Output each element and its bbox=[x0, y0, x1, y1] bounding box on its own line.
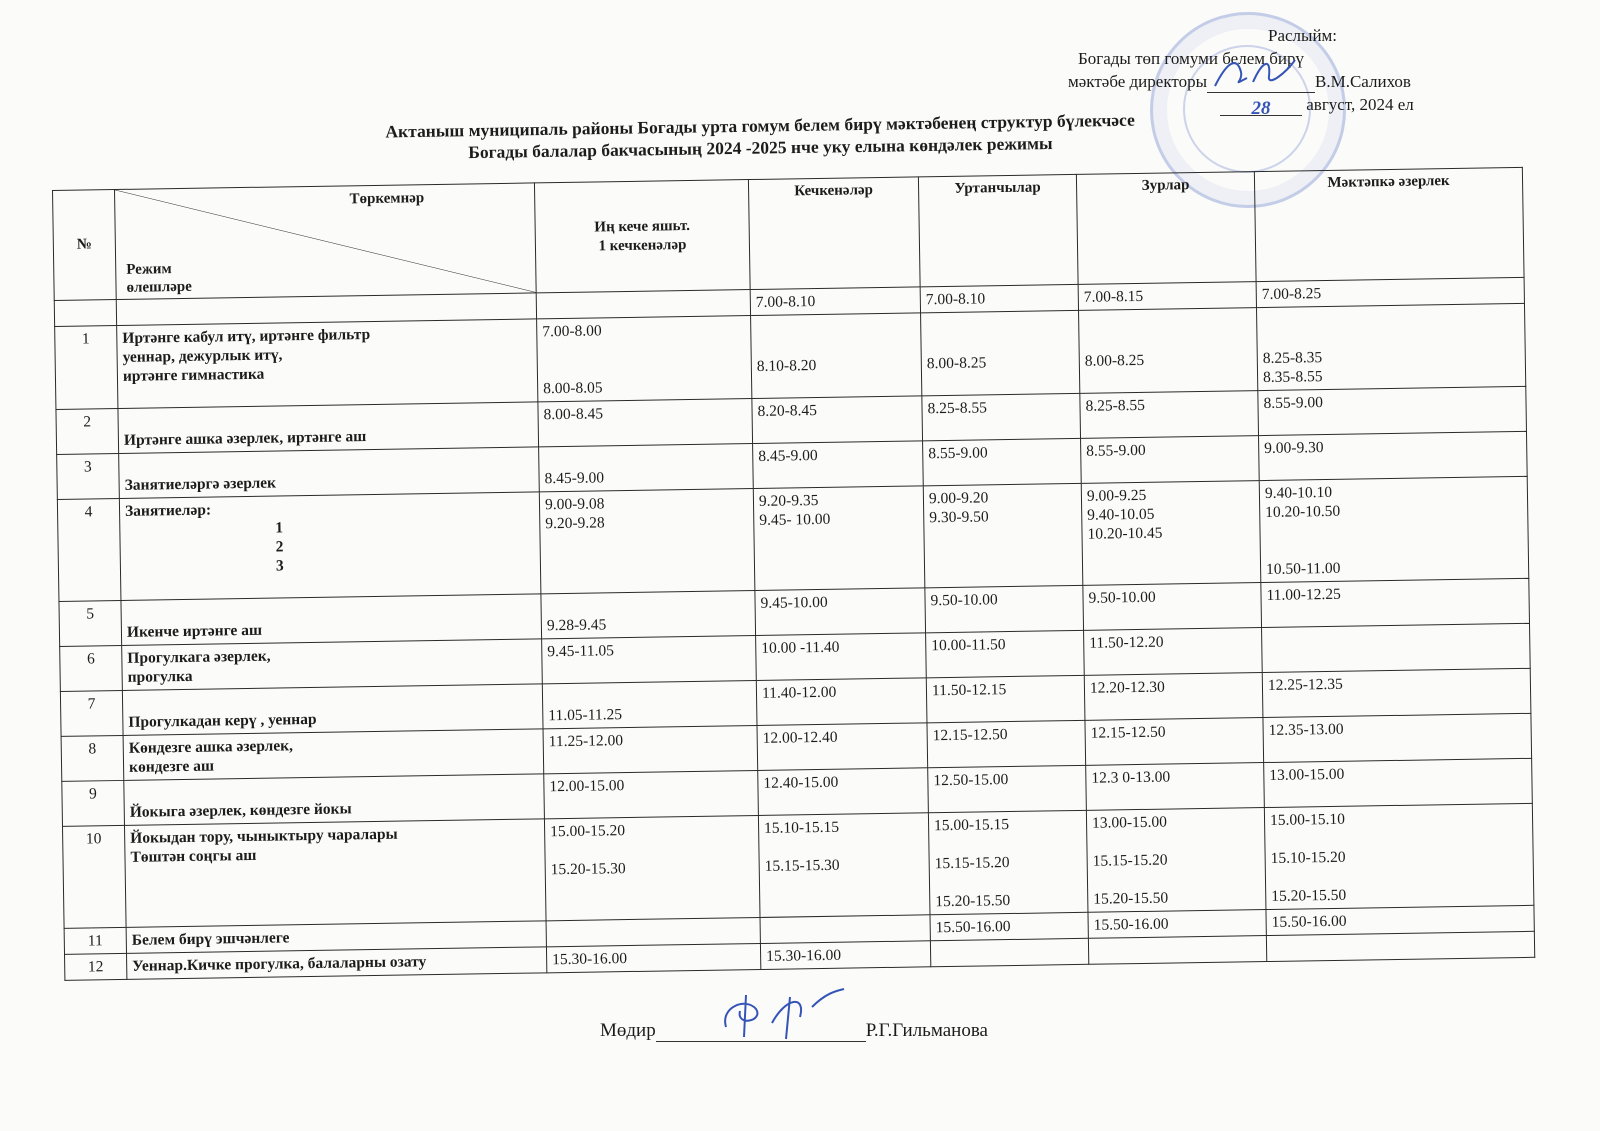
schedule-table bbox=[52, 167, 1535, 981]
time-value bbox=[934, 833, 1081, 854]
activity-line: прогулка bbox=[127, 667, 193, 686]
header-diagonal-cell bbox=[115, 183, 537, 300]
header-num: № bbox=[53, 190, 117, 301]
row-time-c1 bbox=[546, 917, 760, 946]
row-time-c1 bbox=[544, 770, 759, 818]
activity-line: Прогулкага әзерлек, bbox=[127, 647, 271, 667]
row-time-c3 bbox=[928, 810, 1088, 914]
activity-line: Иртәнге кабул итү, иртәнге фильтр bbox=[122, 326, 371, 347]
row-time-c5 bbox=[1262, 668, 1531, 717]
row-time-c2 bbox=[760, 915, 930, 944]
head-signature bbox=[716, 987, 926, 1043]
approval-director-label: мәктәбе директоры bbox=[1068, 72, 1207, 91]
header-col-middle: Уртанчылар bbox=[918, 174, 1078, 286]
row-activity bbox=[119, 447, 540, 499]
time-value: 9.20-9.35 bbox=[758, 492, 819, 510]
row-num: 10 bbox=[62, 825, 126, 928]
time-value: 11.50-12.20 bbox=[1089, 633, 1164, 652]
time-value: 15.30-16.00 bbox=[552, 950, 628, 969]
title-line-1: Актаныш муниципаль районы Богады урта гомум белем бирү мәктәбенең структур бүлекчәсе bbox=[385, 109, 1135, 142]
time-value: 11.50-12.15 bbox=[931, 681, 1007, 700]
time-value: 15.15-15.20 bbox=[934, 854, 1010, 873]
row-activity bbox=[124, 774, 545, 826]
time-value: 9.00-9.30 bbox=[1264, 439, 1324, 457]
activity-line: Занятиеләр: bbox=[124, 501, 212, 520]
row-num: 1 bbox=[55, 326, 118, 410]
time-value: 12.25-12.35 bbox=[1267, 675, 1343, 694]
row-activity bbox=[124, 819, 546, 928]
header-col-younger: Кечкенәләр bbox=[748, 177, 920, 290]
row-time-c2 bbox=[753, 486, 925, 591]
row-time-c3 bbox=[930, 912, 1088, 940]
time-value bbox=[936, 942, 1083, 963]
row-time-c5 bbox=[1258, 386, 1527, 435]
time-value: 9.30-9.50 bbox=[929, 508, 989, 527]
row-num: 9 bbox=[62, 780, 125, 826]
footer-name: Р.Г.Гильманова bbox=[865, 1020, 988, 1041]
time-value: 12.15-12.50 bbox=[932, 726, 1008, 745]
time-value bbox=[1267, 627, 1524, 650]
time-value bbox=[1272, 935, 1529, 958]
header-regime-label-2: өлешләре bbox=[126, 278, 192, 296]
row-time-c2 bbox=[756, 633, 927, 681]
time-value: 9.45- 10.00 bbox=[759, 510, 831, 529]
row-time-c3 bbox=[923, 483, 1083, 587]
time-value: 9.45-10.00 bbox=[760, 593, 828, 612]
row-time-c1 bbox=[539, 489, 755, 594]
row-time-c2 bbox=[757, 723, 928, 771]
row-time-c3 bbox=[926, 675, 1085, 722]
activity-line: Иртәнге ашка әзерлек, иртәнге аш bbox=[123, 428, 367, 449]
time-value: 15.20-15.50 bbox=[935, 892, 1011, 911]
activity-line: иртәнге гимнастика bbox=[122, 365, 265, 385]
time-value: 8.55-9.00 bbox=[928, 444, 988, 463]
row-time-c3 bbox=[923, 438, 1082, 485]
row-num: 6 bbox=[60, 645, 123, 691]
activity-line: Икенче иртәнге аш bbox=[126, 621, 263, 641]
time-value: 10.50-11.00 bbox=[1265, 559, 1341, 578]
row-time-c3 bbox=[926, 630, 1085, 677]
lesson-number: 1 bbox=[275, 519, 284, 537]
row-time-c4 bbox=[1088, 936, 1266, 965]
row-time-c3 bbox=[927, 720, 1086, 767]
time-value: 8.00-8.05 bbox=[543, 379, 603, 398]
time-value: 12.00-12.40 bbox=[762, 728, 838, 747]
activity-line: Төштән соңгы аш bbox=[130, 846, 257, 866]
time-value: 8.00-8.25 bbox=[1084, 351, 1145, 370]
activity-line: Уеннар.Кичке прогулка, балаларны озату bbox=[132, 953, 427, 975]
row-time-c1 bbox=[546, 943, 760, 972]
activity-line: уеннар, дежурлык итү, bbox=[122, 346, 283, 366]
row-time-c2 bbox=[758, 768, 929, 816]
time-value: 10.20-10.50 bbox=[1265, 502, 1341, 521]
row-time-c3 bbox=[922, 393, 1081, 440]
row-time-c4 bbox=[1088, 910, 1266, 939]
lesson-number: 2 bbox=[275, 538, 284, 556]
row-num: 12 bbox=[65, 953, 127, 980]
footer-signature-line bbox=[656, 1021, 866, 1042]
time-value: 12.50-15.00 bbox=[933, 771, 1009, 790]
row-activity bbox=[121, 594, 542, 646]
row-time-c5 bbox=[1263, 713, 1532, 762]
time-value: 15.20-15.50 bbox=[1093, 889, 1169, 908]
row-time-c4 bbox=[1085, 718, 1264, 766]
row-time-c4 bbox=[1086, 808, 1266, 913]
row-time-c4 bbox=[1084, 628, 1263, 676]
row-time-c2 bbox=[752, 396, 923, 444]
time-value bbox=[1094, 939, 1261, 961]
row-time-c3 bbox=[928, 765, 1087, 812]
row-time-c4 bbox=[1079, 308, 1258, 394]
approval-block bbox=[1040, 24, 1460, 119]
time-value bbox=[1093, 868, 1260, 890]
activity-line: Занятиеләргә әзерлек bbox=[124, 474, 277, 494]
time-value bbox=[766, 918, 925, 939]
time-value: 15.00-15.10 bbox=[1269, 810, 1346, 829]
time-value: 8.10-8.20 bbox=[756, 357, 817, 375]
row-time-c5 bbox=[1266, 931, 1534, 961]
time-value: 12.00-15.00 bbox=[549, 777, 625, 796]
time-value: 8.25-8.35 bbox=[1262, 349, 1323, 368]
time-value bbox=[764, 835, 923, 856]
time-value: 9.28-9.45 bbox=[546, 616, 607, 635]
row-num: 7 bbox=[60, 690, 123, 736]
header-col1-line1: Иң кече яшьт. bbox=[594, 217, 691, 235]
time-value: 9.00-9.20 bbox=[928, 489, 989, 508]
time-value: 11.05-11.25 bbox=[548, 706, 623, 725]
time-value: 9.40-10.05 bbox=[1087, 505, 1155, 524]
time-value: 15.00-15.15 bbox=[933, 816, 1010, 835]
row-time-c2 bbox=[758, 813, 930, 918]
row-time-c5 bbox=[1261, 578, 1530, 627]
time-value: 9.20-9.28 bbox=[545, 514, 605, 533]
time-value: 8.45-9.00 bbox=[758, 447, 818, 465]
time-value: 8.35-8.55 bbox=[1262, 368, 1323, 386]
row-time-c4 bbox=[1083, 583, 1262, 631]
header-groups-label: Төркемнәр bbox=[349, 190, 425, 208]
row-time: 7.00-8.10 bbox=[750, 287, 920, 316]
time-value: 7.00-8.00 bbox=[542, 322, 602, 341]
time-value: 10.20-10.45 bbox=[1087, 524, 1163, 543]
row-time-c1 bbox=[542, 680, 757, 728]
time-value: 9.00-9.25 bbox=[1086, 486, 1147, 505]
time-value bbox=[926, 333, 1073, 354]
time-value bbox=[1092, 830, 1259, 852]
time-value: 9.00-9.08 bbox=[544, 495, 605, 514]
time-value: 9.50-10.00 bbox=[1088, 588, 1156, 607]
time-value bbox=[756, 316, 915, 337]
header-regime-label bbox=[126, 260, 192, 297]
header-regime-label-1: Режим bbox=[126, 261, 172, 278]
row-time-c3 bbox=[925, 585, 1084, 632]
time-value: 10.00 -11.40 bbox=[761, 638, 840, 657]
title-line-2: Богады балалар бакчасының 2024 -2025 нче уку елына көндәлек режимы bbox=[468, 132, 1053, 163]
time-value: 15.15-15.20 bbox=[1092, 851, 1168, 870]
approval-day: 28 bbox=[1220, 97, 1302, 116]
time-value: 9.45-11.05 bbox=[547, 642, 615, 661]
row-time-c5 bbox=[1264, 758, 1533, 807]
time-value: 8.00-8.45 bbox=[543, 405, 604, 424]
time-value: 15.20-15.30 bbox=[550, 860, 626, 879]
row-num: 5 bbox=[59, 600, 122, 646]
time-value: 12.35-13.00 bbox=[1268, 720, 1344, 739]
time-value: 8.00-8.25 bbox=[926, 354, 987, 373]
row-time-c5 bbox=[1259, 431, 1528, 480]
row-num: 4 bbox=[57, 498, 121, 601]
row-time: 7.00-8.10 bbox=[920, 284, 1078, 312]
activity-line: Йокыга әзерлек, көндезге йокы bbox=[129, 800, 352, 821]
row-time: 7.00-8.15 bbox=[1078, 282, 1256, 311]
time-value: 8.25-8.55 bbox=[927, 399, 988, 418]
row-time-c5 bbox=[1262, 623, 1531, 672]
row-time-c1 bbox=[537, 316, 752, 402]
time-value: 15.30-16.00 bbox=[765, 946, 842, 965]
header-col1-line2: 1 кечкенәләр bbox=[598, 236, 687, 254]
row-activity bbox=[123, 729, 544, 781]
time-value bbox=[935, 871, 1082, 892]
time-value: 12.20-12.30 bbox=[1089, 678, 1166, 697]
time-value: 15.50-16.00 bbox=[935, 918, 1011, 937]
time-value: 11.25-12.00 bbox=[548, 732, 624, 751]
approval-date-suffix: август, 2024 ел bbox=[1306, 95, 1414, 114]
row-time-c4 bbox=[1081, 481, 1261, 586]
time-value: 15.15-15.30 bbox=[764, 856, 840, 875]
time-value: 12.40-15.00 bbox=[763, 773, 839, 792]
row-time-c4 bbox=[1086, 763, 1265, 811]
time-value: 12.3 0-13.00 bbox=[1091, 768, 1171, 787]
time-value: 15.50-16.00 bbox=[1093, 915, 1169, 934]
row-time-c1 bbox=[544, 815, 760, 920]
time-value bbox=[926, 314, 1073, 335]
row-num bbox=[54, 300, 116, 327]
director-signature bbox=[1207, 52, 1315, 92]
time-value: 15.50-16.00 bbox=[1271, 912, 1347, 931]
row-time-c1 bbox=[542, 636, 757, 684]
time-value: 15.20-15.50 bbox=[1271, 886, 1347, 905]
time-value bbox=[1084, 311, 1251, 333]
approval-director-name: В.М.Салихов bbox=[1315, 72, 1411, 91]
activity-line: Прогулкадан керү , уеннар bbox=[128, 710, 317, 731]
footer-signature bbox=[600, 1020, 988, 1042]
time-value: 12.15-12.50 bbox=[1090, 723, 1166, 742]
row-activity bbox=[127, 947, 547, 980]
row-time-c4 bbox=[1081, 436, 1260, 484]
time-value: 8.20-8.45 bbox=[757, 402, 818, 420]
row-time-c5 bbox=[1259, 476, 1529, 582]
time-value: 15.10-15.15 bbox=[763, 818, 840, 837]
row-num: 2 bbox=[56, 408, 119, 454]
lesson-number: 3 bbox=[275, 557, 284, 575]
approval-director-line bbox=[1040, 70, 1460, 93]
time-value bbox=[756, 335, 915, 356]
time-value: 11.00-12.25 bbox=[1266, 585, 1341, 604]
row-time-c1 bbox=[538, 399, 753, 447]
row-time-c5 bbox=[1264, 803, 1534, 909]
time-value: 13.00-15.00 bbox=[1269, 765, 1345, 784]
row-time-c5 bbox=[1256, 303, 1525, 390]
row-time-c2 bbox=[755, 588, 926, 636]
time-value: 10.00-11.50 bbox=[931, 636, 1006, 655]
time-value: 8.25-8.55 bbox=[1085, 396, 1146, 415]
footer-label: Мөдир bbox=[600, 1020, 656, 1041]
approval-heading: Раслыйм: bbox=[1268, 26, 1338, 45]
row-time-c3 bbox=[921, 310, 1080, 395]
row-time-c4 bbox=[1084, 673, 1263, 721]
row-time-c1 bbox=[539, 444, 754, 492]
row-time-c1 bbox=[543, 725, 758, 773]
time-value: 9.50-10.00 bbox=[930, 591, 998, 610]
time-value: 15.00-15.20 bbox=[550, 822, 626, 841]
row-time-c1 bbox=[541, 591, 756, 639]
header-col-senior: Зурлар bbox=[1076, 172, 1256, 285]
row-time: 7.00-8.25 bbox=[1256, 277, 1524, 307]
activity-line: Белем бирү эшчәнлеге bbox=[131, 929, 290, 949]
row-activity bbox=[118, 402, 539, 454]
activity-line: Көндезге ашка әзерлек, bbox=[128, 737, 294, 757]
time-value: 15.10-15.20 bbox=[1270, 848, 1346, 867]
time-value: 9.40-10.10 bbox=[1264, 483, 1333, 502]
row-num: 8 bbox=[61, 735, 124, 781]
time-value bbox=[552, 921, 755, 943]
approval-school: Богады төп гомуми белем бирү bbox=[1078, 49, 1304, 68]
row-time-c3 bbox=[930, 938, 1088, 966]
header-col-youngest bbox=[534, 180, 750, 293]
row-time-c2 bbox=[760, 941, 930, 970]
row-activity bbox=[117, 319, 538, 409]
row-num: 3 bbox=[57, 453, 120, 499]
time-value: 8.45-9.00 bbox=[544, 469, 605, 488]
time-value: 8.55-9.00 bbox=[1086, 441, 1146, 460]
row-time-c4 bbox=[1080, 391, 1259, 439]
row-time-c2 bbox=[756, 678, 927, 726]
row-activity bbox=[119, 492, 541, 601]
schedule-body bbox=[54, 277, 1534, 980]
time-value: 8.55-9.00 bbox=[1263, 394, 1324, 412]
time-value bbox=[1084, 330, 1251, 352]
time-value: 11.40-12.00 bbox=[761, 683, 837, 702]
schedule-table-wrapper bbox=[52, 167, 1534, 981]
time-value: 13.00-15.00 bbox=[1091, 813, 1168, 832]
row-time bbox=[536, 290, 750, 319]
activity-line: көндезге аш bbox=[128, 757, 215, 776]
row-time-c2 bbox=[751, 313, 922, 399]
row-activity bbox=[122, 684, 543, 736]
row-activity bbox=[122, 639, 543, 691]
row-num: 11 bbox=[64, 927, 126, 954]
header-col-preparatory: Мәктәпкә әзерлек bbox=[1254, 167, 1524, 281]
activity-line: Йокыдан тору, чыныктыру чаралары bbox=[130, 825, 398, 847]
director-signature-line bbox=[1207, 74, 1315, 93]
row-time-c2 bbox=[753, 441, 924, 489]
